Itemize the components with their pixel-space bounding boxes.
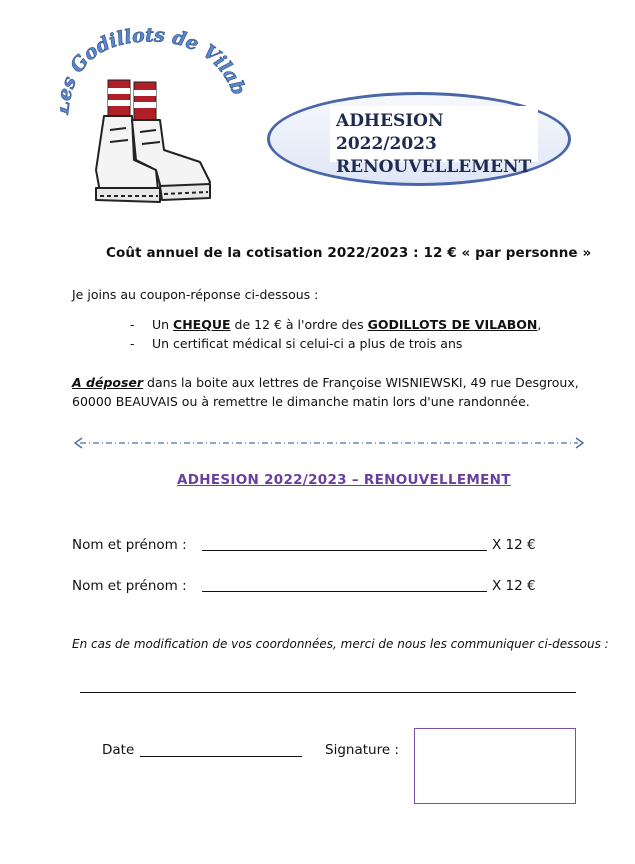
header-title-line1: ADHESION 2022/2023 bbox=[336, 111, 444, 154]
name-field-2[interactable] bbox=[202, 577, 487, 592]
coupon-title: ADHESION 2022/2023 – RENOUVELLEMENT bbox=[177, 472, 511, 488]
name-row-2 bbox=[72, 578, 200, 594]
deposit-lead: A déposer bbox=[72, 375, 144, 390]
cheque-mid-text: de 12 € à l'ordre des bbox=[230, 317, 368, 332]
cheque-payee: GODILLOTS DE VILABON bbox=[367, 317, 538, 332]
certificat-text: Un certificat médical si celui-ci a plus de trois ans bbox=[152, 336, 463, 351]
deposit-instructions bbox=[72, 373, 592, 411]
price-label: X 12 € bbox=[492, 537, 536, 553]
date-field[interactable] bbox=[140, 742, 302, 757]
annual-cost-line: Coût annuel de la cotisation 2022/2023 : 12 € « par personne » bbox=[106, 245, 592, 261]
contact-change-field[interactable] bbox=[80, 679, 576, 693]
list-dash: - bbox=[130, 336, 135, 351]
deposit-text: dans la boite aux lettres de Françoise WISNIEWSKI, 49 rue Desgroux, 60000 BEAUVAIS ou à remettre le dimanche matin lors d'une randonnée. bbox=[72, 375, 579, 409]
list-item-cheque bbox=[130, 317, 541, 332]
cheque-word: CHEQUE bbox=[173, 317, 231, 332]
logo-arc-text: Godillots de Vilab bbox=[65, 24, 250, 99]
price-label: X 12 € bbox=[492, 578, 536, 594]
name-field-1[interactable] bbox=[202, 536, 487, 551]
header-title-line2: RENOUVELLEMENT bbox=[336, 157, 532, 177]
signature-label: Signature : bbox=[325, 742, 399, 758]
name-label: Nom et prénom : bbox=[72, 578, 187, 594]
socks-icon bbox=[108, 80, 156, 120]
cheque-pre-text: Un bbox=[152, 317, 174, 332]
signature-box[interactable] bbox=[414, 728, 576, 804]
list-item-certificat bbox=[130, 336, 541, 351]
name-row-1 bbox=[72, 537, 200, 553]
boots-logo-graphic bbox=[60, 20, 250, 220]
date-label: Date bbox=[102, 742, 135, 758]
cut-line-divider bbox=[74, 436, 584, 450]
intro-text: Je joins au coupon-réponse ci-dessous : bbox=[72, 287, 319, 302]
name-label: Nom et prénom : bbox=[72, 537, 187, 553]
header-title-box bbox=[330, 106, 538, 177]
contact-change-note: En cas de modification de vos coordonnées, merci de nous les communiquer ci-dessous : bbox=[72, 637, 609, 651]
enclosure-list bbox=[130, 317, 541, 355]
boots-icon bbox=[96, 116, 210, 202]
cheque-end-text: , bbox=[537, 317, 542, 332]
list-dash: - bbox=[130, 317, 135, 332]
club-logo bbox=[60, 20, 250, 220]
